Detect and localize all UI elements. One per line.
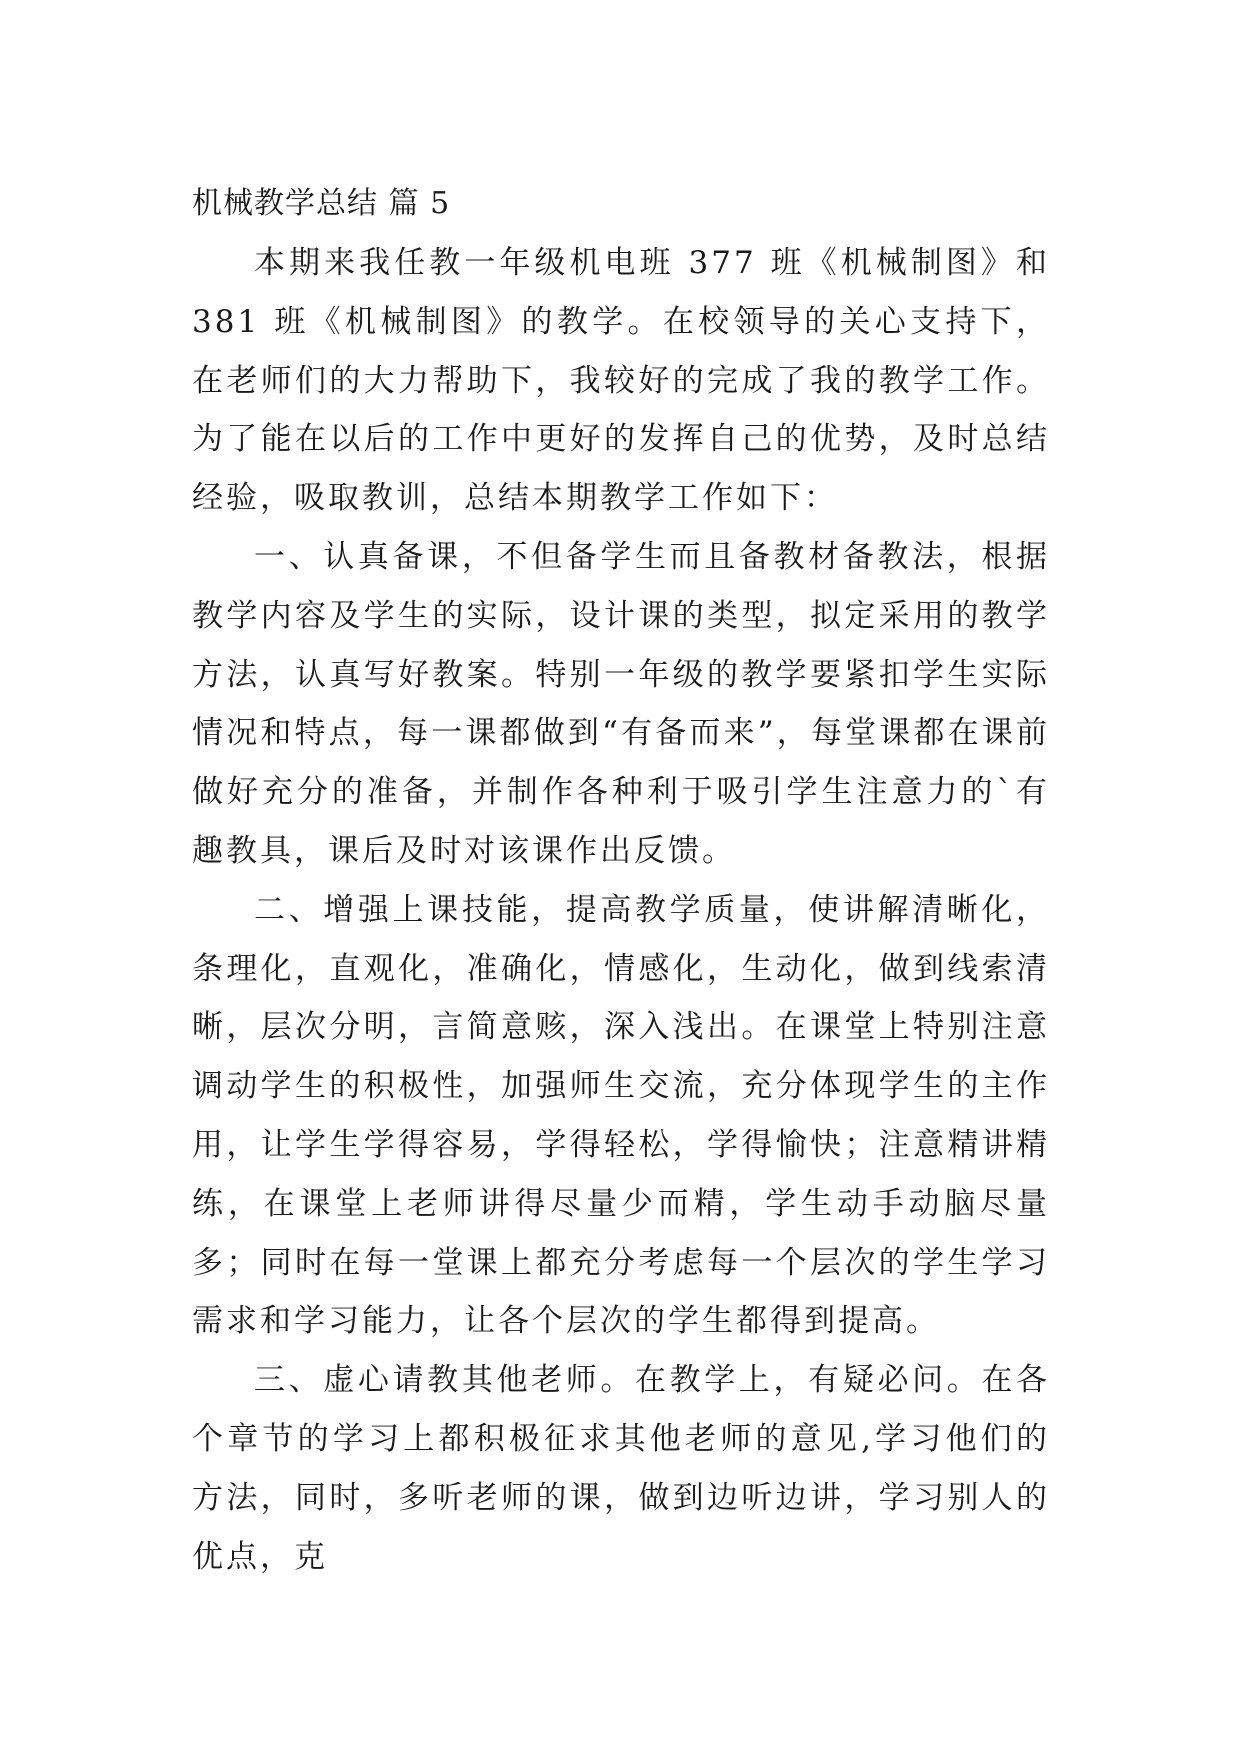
document-body	[192, 176, 1050, 1586]
paragraph-intro: 本期来我任教一年级机电班 377 班《机械制图》和 381 班《机械制图》的教学。在校领导的关心支持下，在老师们的大力帮助下，我较好的完成了我的教学工作。为了能在以后的工作中更好的发挥自己的优势，及时总结经验，吸取教训，总结本期教学工作如下：	[192, 245, 1050, 517]
paragraph-point-2: 二、增强上课技能，提高教学质量，使讲解清晰化，条理化，直观化，准确化，情感化，生动化，做到线索清晰，层次分明，言简意赅，深入浅出。在课堂上特别注意调动学生的积极性，加强师生交流，充分体现学生的主作用，让学生学得容易，学得轻松，学得愉快；注意精讲精练，在课堂上老师讲得尽量少而精，学生动手动脑尽量多；同时在每一堂课上都充分考虑每一个层次的学生学习需求和学习能力，让各个层次的学生都得到提高。	[192, 891, 1050, 1340]
document-title: 机械教学总结 篇 5	[192, 186, 451, 221]
paragraph-point-1: 一、认真备课，不但备学生而且备教材备教法，根据教学内容及学生的实际，设计课的类型，拟定采用的教学方法，认真写好教案。特别一年级的教学要紧扣学生实际情况和特点，每一课都做到“有备而来”，每堂课都在课前做好充分的准备，并制作各种利于吸引学生注意力的`有趣教具，课后及时对该课作出反馈。	[192, 538, 1050, 869]
paragraph-point-3: 三、虚心请教其他老师。在教学上，有疑必问。在各个章节的学习上都积极征求其他老师的意见,学习他们的方法，同时，多听老师的课，做到边听边讲，学习别人的优点，克	[192, 1362, 1050, 1575]
